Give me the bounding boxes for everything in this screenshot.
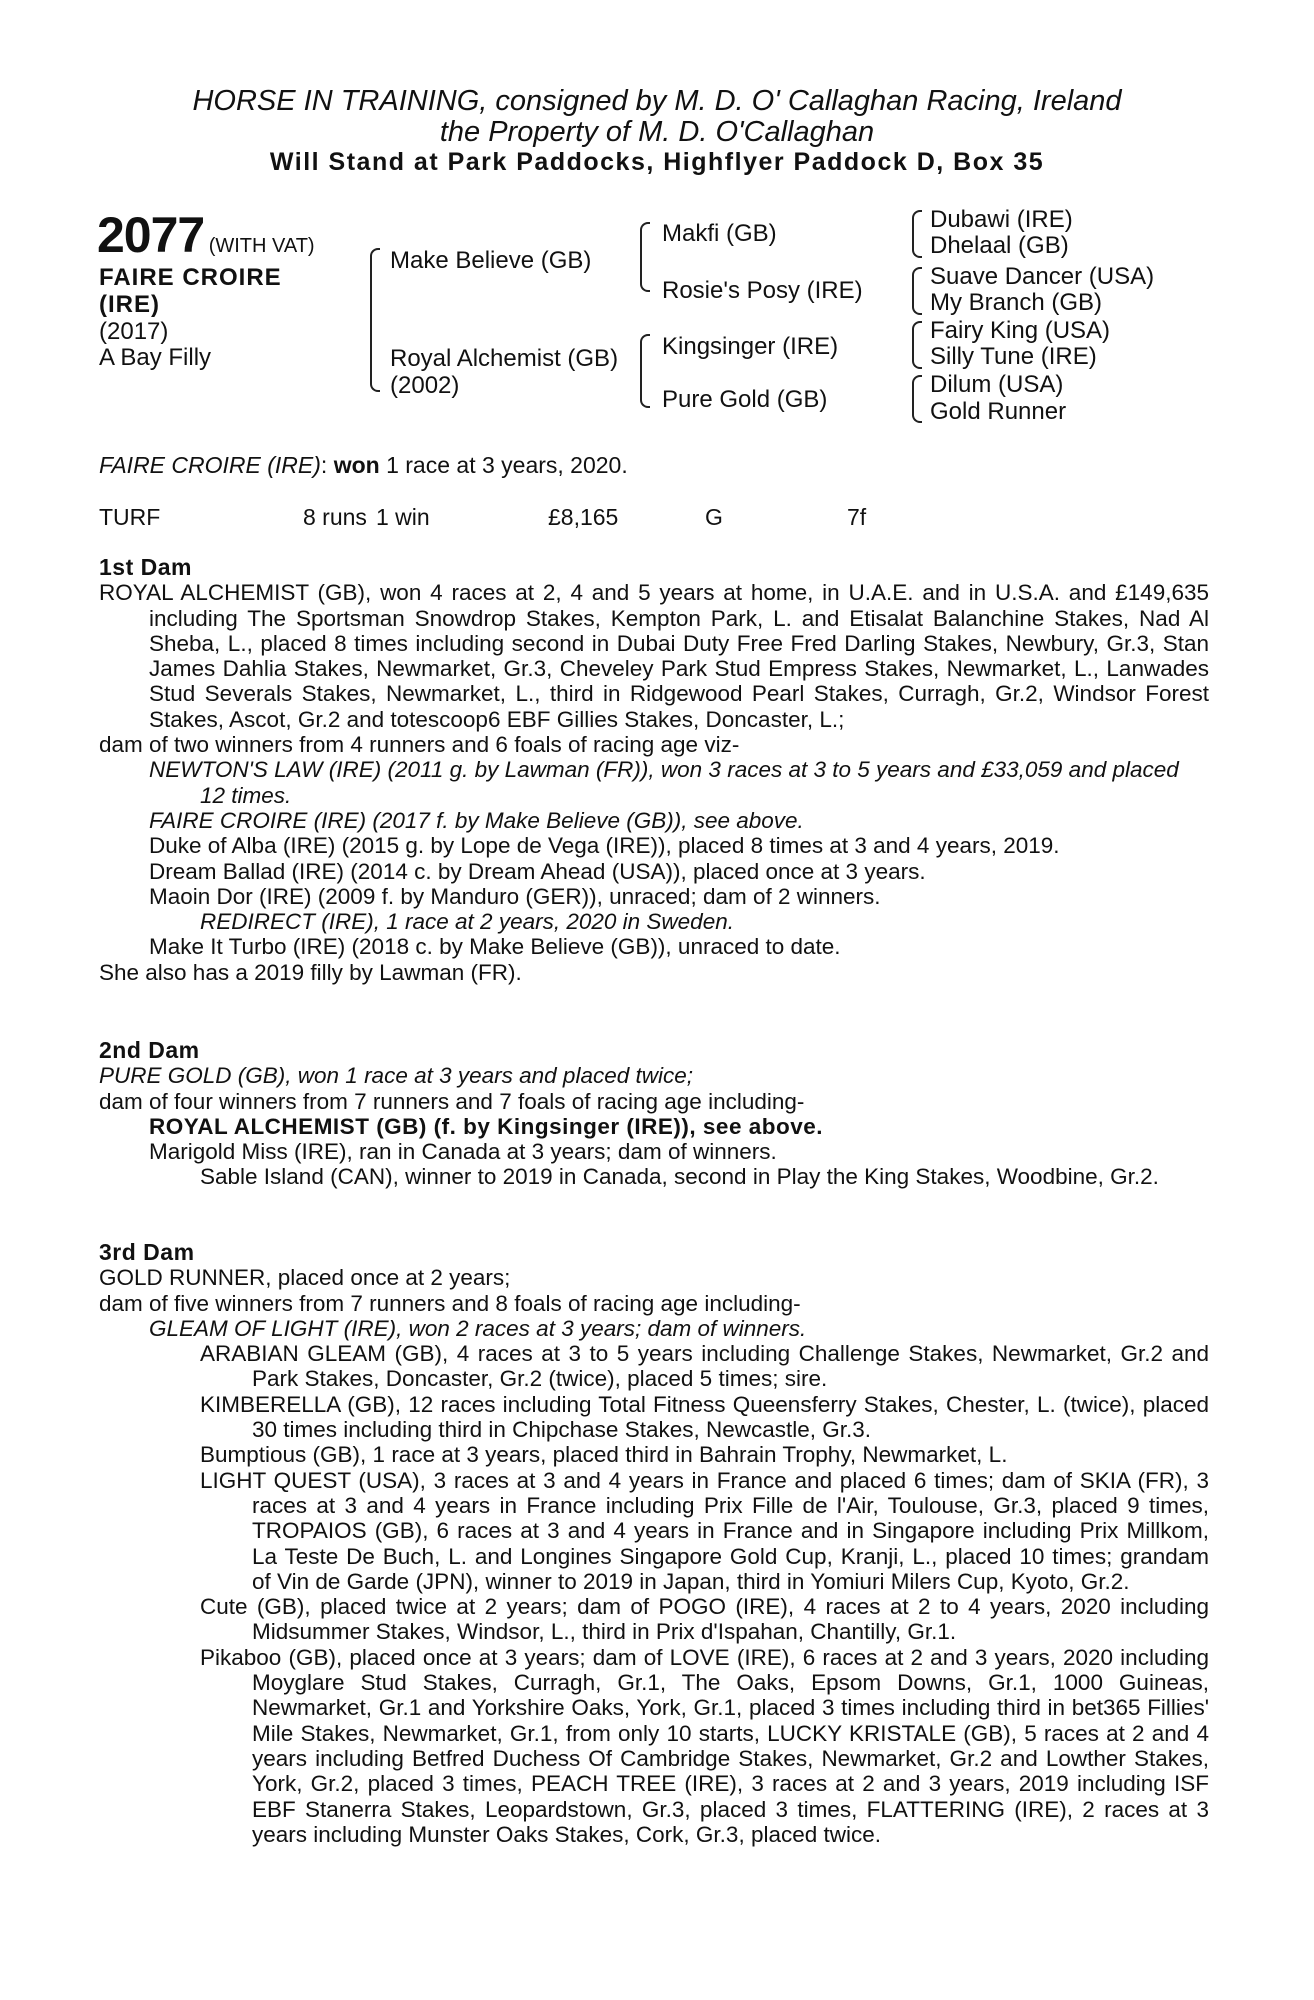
record-going: G xyxy=(705,504,723,530)
pedigree-brace-sire xyxy=(640,222,650,292)
summary-colon: : xyxy=(320,452,334,478)
horse-name: FAIRE CROIRE xyxy=(99,264,282,291)
pedigree-brace-g78 xyxy=(912,375,922,423)
first-dam-line-4: FAIRE CROIRE (IRE) (2017 f. by Make Believe (GB)), see above. xyxy=(149,807,804,833)
summary-won: won xyxy=(333,452,380,478)
third-dam-section xyxy=(99,1240,1209,1847)
pedigree-brace-main xyxy=(370,248,380,392)
first-dam-line-2: dam of two winners from 4 runners and 6 foals of racing age viz- xyxy=(99,732,740,758)
pedigree-dam-sire: Kingsinger (IRE) xyxy=(662,333,839,360)
first-dam-line-1: ROYAL ALCHEMIST (GB), won 4 races at 2, 4 and 5 years at home, in U.A.E. and in U.S.A. and £149,635 including The Sportsman Snowdrop Stakes, Kempton Park, L. and Etisalat Balanchine Stakes, Nad Al Sheba, L., placed 8 times including second in Dubai Duty Free Fred Darling Stakes, Newbury, Gr.3, Stan James Dahlia Stakes, Newmarket, Gr.3, Cheveley Park Stud Empress Stakes, Newmarket, L., Lanwades Stud Severals Stakes, Newmarket, L., third in Ridgewood Pearl Stakes, Curragh, Gr.2, Windsor Forest Stakes, Ascot, Gr.2 and totescoop6 EBF Gillies Stakes, Doncaster, L.; xyxy=(99,580,1209,732)
third-dam-line-1: GOLD RUNNER, placed once at 2 years; xyxy=(99,1265,511,1291)
first-dam-section xyxy=(99,555,1209,985)
third-dam-line-3: GLEAM OF LIGHT (IRE), won 2 races at 3 years; dam of winners. xyxy=(149,1315,807,1341)
first-dam-line-6: Dream Ballad (IRE) (2014 c. by Dream Ahead (USA)), placed once at 3 years. xyxy=(149,858,926,884)
third-dam-line-2: dam of five winners from 7 runners and 8 foals of racing age including- xyxy=(99,1290,801,1316)
second-dam-section xyxy=(99,1038,1209,1190)
second-dam-line-4: Marigold Miss (IRE), ran in Canada at 3 years; dam of winners. xyxy=(149,1139,777,1165)
second-dam-line-3: ROYAL ALCHEMIST (GB) (f. by Kingsinger (IRE)), see above. xyxy=(149,1113,823,1139)
first-dam-line-3: NEWTON'S LAW (IRE) (2011 g. by Lawman (FR)), won 3 races at 3 to 5 years and £33,059 and placed 12 times. xyxy=(149,757,1179,808)
pedigree-gg7: Dilum (USA) xyxy=(930,371,1064,398)
record-runs: 8 runs xyxy=(303,504,367,530)
record-surface: TURF xyxy=(99,504,161,530)
first-dam-line-9: Make It Turbo (IRE) (2018 c. by Make Believe (GB)), unraced to date. xyxy=(149,934,841,960)
pedigree-dam-dam: Pure Gold (GB) xyxy=(662,386,828,413)
second-dam-line-5: Sable Island (CAN), winner to 2019 in Canada, second in Play the King Stakes, Woodbine, Gr.2. xyxy=(200,1164,1159,1190)
summary-rest: 1 race at 3 years, 2020. xyxy=(379,452,628,478)
pedigree-sire-dam: Rosie's Posy (IRE) xyxy=(662,277,863,304)
first-dam-line-5: Duke of Alba (IRE) (2015 g. by Lope de Vega (IRE)), placed 8 times at 3 and 4 years, 2019. xyxy=(149,833,1060,859)
third-dam-line-4: ARABIAN GLEAM (GB), 4 races at 3 to 5 years including Challenge Stakes, Newmarket, Gr.2 and Park Stakes, Doncaster, Gr.2 (twice), placed 5 times; sire. xyxy=(200,1341,1209,1392)
header-location: Will Stand at Park Paddocks, Highflyer Paddock D, Box 35 xyxy=(269,148,1045,176)
first-dam-line-8: REDIRECT (IRE), 1 race at 2 years, 2020 in Sweden. xyxy=(200,909,734,935)
first-dam-line-7: Maoin Dor (IRE) (2009 f. by Manduro (GER)), unraced; dam of 2 winners. xyxy=(149,883,881,909)
lot-number: 2077 xyxy=(97,207,205,263)
first-dam-heading: 1st Dam xyxy=(99,554,192,580)
record-distance: 7f xyxy=(847,504,867,530)
pedigree-brace-g56 xyxy=(912,321,922,369)
pedigree-gg8: Gold Runner xyxy=(930,398,1067,425)
horse-description: A Bay Filly xyxy=(99,344,212,371)
pedigree-gg5: Fairy King (USA) xyxy=(930,317,1111,344)
pedigree-sire: Make Believe (GB) xyxy=(390,247,592,274)
pedigree-gg1: Dubawi (IRE) xyxy=(930,206,1073,233)
third-dam-line-8: Cute (GB), placed twice at 2 years; dam of POGO (IRE), 4 races at 2 to 4 years, 2020 including Midsummer Stakes, Windsor, L., third in Prix d'Ispahan, Chantilly, Gr.1. xyxy=(200,1594,1209,1645)
third-dam-line-5: KIMBERELLA (GB), 12 races including Total Fitness Queensferry Stakes, Chester, L. (twice), placed 30 times including third in Chipchase Stakes, Newcastle, Gr.3. xyxy=(200,1391,1209,1443)
second-dam-line-1: PURE GOLD (GB), won 1 race at 3 years and placed twice; xyxy=(99,1063,693,1089)
pedigree-sire-sire: Makfi (GB) xyxy=(662,220,777,247)
first-dam-line-10: She also has a 2019 filly by Lawman (FR). xyxy=(99,959,522,985)
third-dam-heading: 3rd Dam xyxy=(99,1239,195,1265)
record-earnings: £8,165 xyxy=(548,504,619,530)
pedigree-gg3: Suave Dancer (USA) xyxy=(930,263,1155,290)
lot-number-row xyxy=(97,206,315,264)
header-consignor: HORSE IN TRAINING, consigned by M. D. O' Callaghan Racing, Ireland xyxy=(192,85,1122,117)
horse-country: (IRE) xyxy=(99,291,160,318)
pedigree-brace-g34 xyxy=(912,267,922,315)
vat-note: (WITH VAT) xyxy=(208,235,315,257)
third-dam-line-7: LIGHT QUEST (USA), 3 races at 3 and 4 years in France and placed 6 times; dam of SKIA (FR), 3 races at 3 and 4 years in France including Prix Fille de l'Air, Toulouse, Gr.3, placed 9 times, TROPAIOS (GB), 6 races at 3 and 4 years in France and in Singapore including Prix Millkom, La Teste De Buch, L. and Longines Singapore Gold Cup, Kranji, L., placed 10 times; grandam of Vin de Garde (JPN), winner to 2019 in Japan, third in Yomiuri Milers Cup, Kyoto, Gr.2. xyxy=(200,1467,1209,1594)
pedigree-brace-g12 xyxy=(912,210,922,258)
header-property: the Property of M. D. O'Callaghan xyxy=(439,116,875,148)
pedigree-gg6: Silly Tune (IRE) xyxy=(930,343,1097,370)
second-dam-line-2: dam of four winners from 7 runners and 7 foals of racing age including- xyxy=(99,1088,805,1114)
third-dam-line-9: Pikaboo (GB), placed once at 3 years; dam of LOVE (IRE), 6 races at 2 and 3 years, 2020 including Moyglare Stud Stakes, Curragh, Gr.1, The Oaks, Epsom Downs, Gr.1, 1000 Guineas, Newmarket, Gr.1 and Yorkshire Oaks, York, Gr.1, placed 3 times including third in bet365 Fillies' Mile Stakes, Newmarket, Gr.1, from only 10 starts, LUCKY KRISTALE (GB), 5 races at 2 and 4 years including Betfred Duchess Of Cambridge Stakes, Newmarket, Gr.2 and Lowther Stakes, York, Gr.2, placed 3 times, PEACH TREE (IRE), 3 races at 2 and 3 years, 2019 including ISF EBF Stanerra Stakes, Leopardstown, Gr.3, placed 3 times, FLATTERING (IRE), 2 races at 3 years including Munster Oaks Stakes, Cork, Gr.3, placed twice. xyxy=(200,1644,1209,1847)
second-dam-heading: 2nd Dam xyxy=(99,1037,200,1063)
pedigree-dam-year: (2002) xyxy=(390,372,460,399)
pedigree-gg4: My Branch (GB) xyxy=(930,289,1103,316)
race-summary xyxy=(99,452,628,479)
third-dam-line-6: Bumptious (GB), 1 race at 3 years, placed third in Bahrain Trophy, Newmarket, L. xyxy=(200,1442,1008,1468)
pedigree-dam: Royal Alchemist (GB) xyxy=(390,345,619,372)
horse-year: (2017) xyxy=(99,318,169,345)
summary-horse-name: FAIRE CROIRE (IRE) xyxy=(99,452,321,478)
pedigree-brace-dam xyxy=(640,334,650,408)
record-wins: 1 win xyxy=(376,504,430,530)
pedigree-gg2: Dhelaal (GB) xyxy=(930,232,1069,259)
